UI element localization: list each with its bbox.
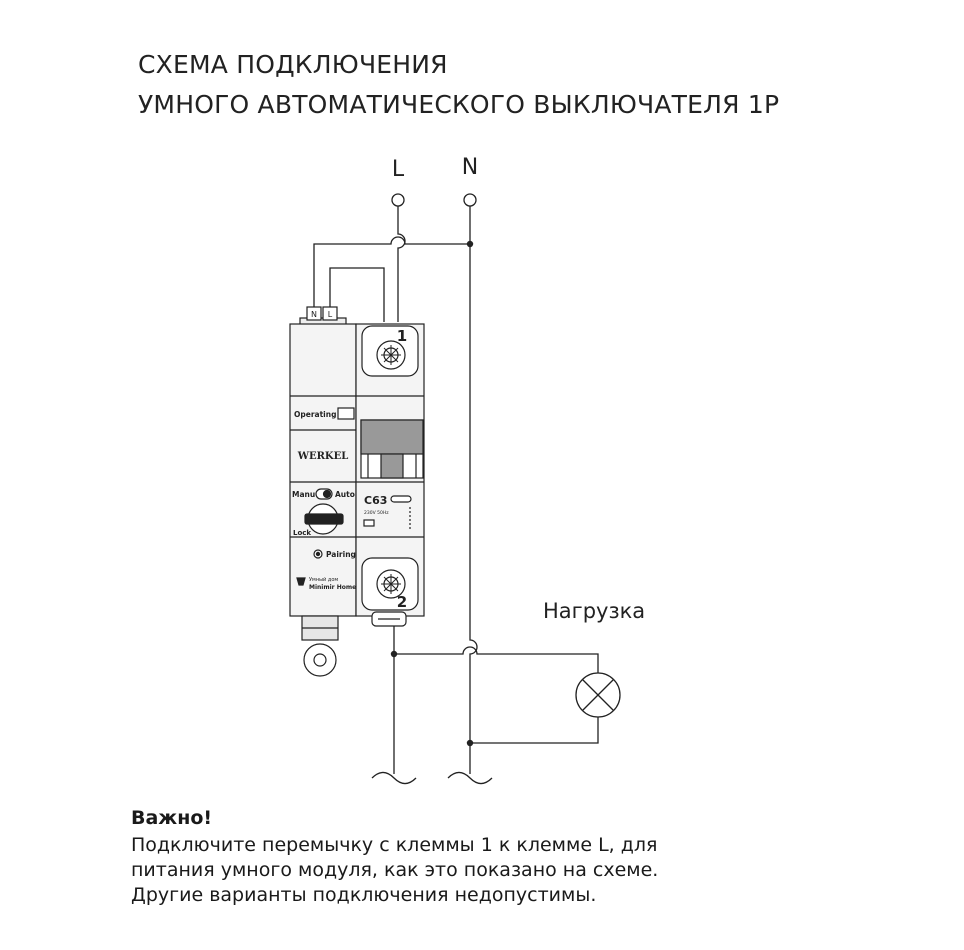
spec-label: 230V 50Hz [364,511,389,516]
junction-dot [467,740,473,746]
smart-home-logo-icon [297,578,305,585]
pairing-button-dot [316,552,319,555]
lock-label: Lock [293,529,312,537]
break-mark-N [448,773,492,784]
terminal-L-circle [392,194,404,206]
load-lamp-icon [576,673,620,717]
wire-module-N [314,237,470,308]
manu-auto-switch-knob-icon [324,491,331,498]
auto-label: Auto [335,490,355,499]
lock-handle-bar [305,514,343,524]
spec-box-icon [364,520,374,526]
smart-module-body [290,324,356,616]
terminal-N-label: N [461,155,479,180]
note-line-2: питания умного модуля, как это показано на схеме. [131,859,659,881]
wire-jumper-L [327,268,384,322]
wire-load-top [394,647,598,673]
terminal-1-label: 1 [396,327,408,345]
rating-label: C63 [364,494,388,507]
breaker-toggle-top [361,420,423,454]
wire-N-line [470,206,477,774]
terminal-L-label: L [391,157,405,182]
brand-label: WERKEL [297,451,349,462]
screw-bottom-spokes [381,574,401,594]
terminal-N-circle [464,194,476,206]
junction-dot [391,651,397,657]
junction-dot [467,241,473,247]
terminal-2-label: 2 [396,593,408,611]
module-bottom-ring-inner [314,654,326,666]
rating-indicator [391,496,411,502]
pairing-label: Pairing [326,550,356,559]
breaker-toggle-stem [381,454,403,478]
wire-load-bottom [470,717,598,743]
note-line-1: Подключите перемычку с клеммы 1 к клемме L, для [131,834,658,856]
note-line-3: Другие варианты подключения недопустимы. [131,884,597,906]
diagram-title-line-1: СХЕМА ПОДКЛЮЧЕНИЯ [138,50,448,79]
manu-label: Manu [292,490,316,499]
module-L-label: L [327,310,333,319]
operating-indicator [338,408,354,419]
note-heading: Важно! [131,807,213,829]
diagram-title-line-2: УМНОГО АВТОМАТИЧЕСКОГО ВЫКЛЮЧАТЕЛЯ 1P [138,90,780,119]
wire-L-line [398,206,405,322]
screw-top-spokes [381,345,401,365]
smart-home-en-label: Minimir Home [309,584,357,591]
operating-label: Operating [294,410,337,419]
smart-home-ru-label: Умный дом [309,577,339,583]
module-N-label: N [311,310,317,319]
load-label: Нагрузка [543,599,646,623]
break-mark-output [372,773,416,784]
